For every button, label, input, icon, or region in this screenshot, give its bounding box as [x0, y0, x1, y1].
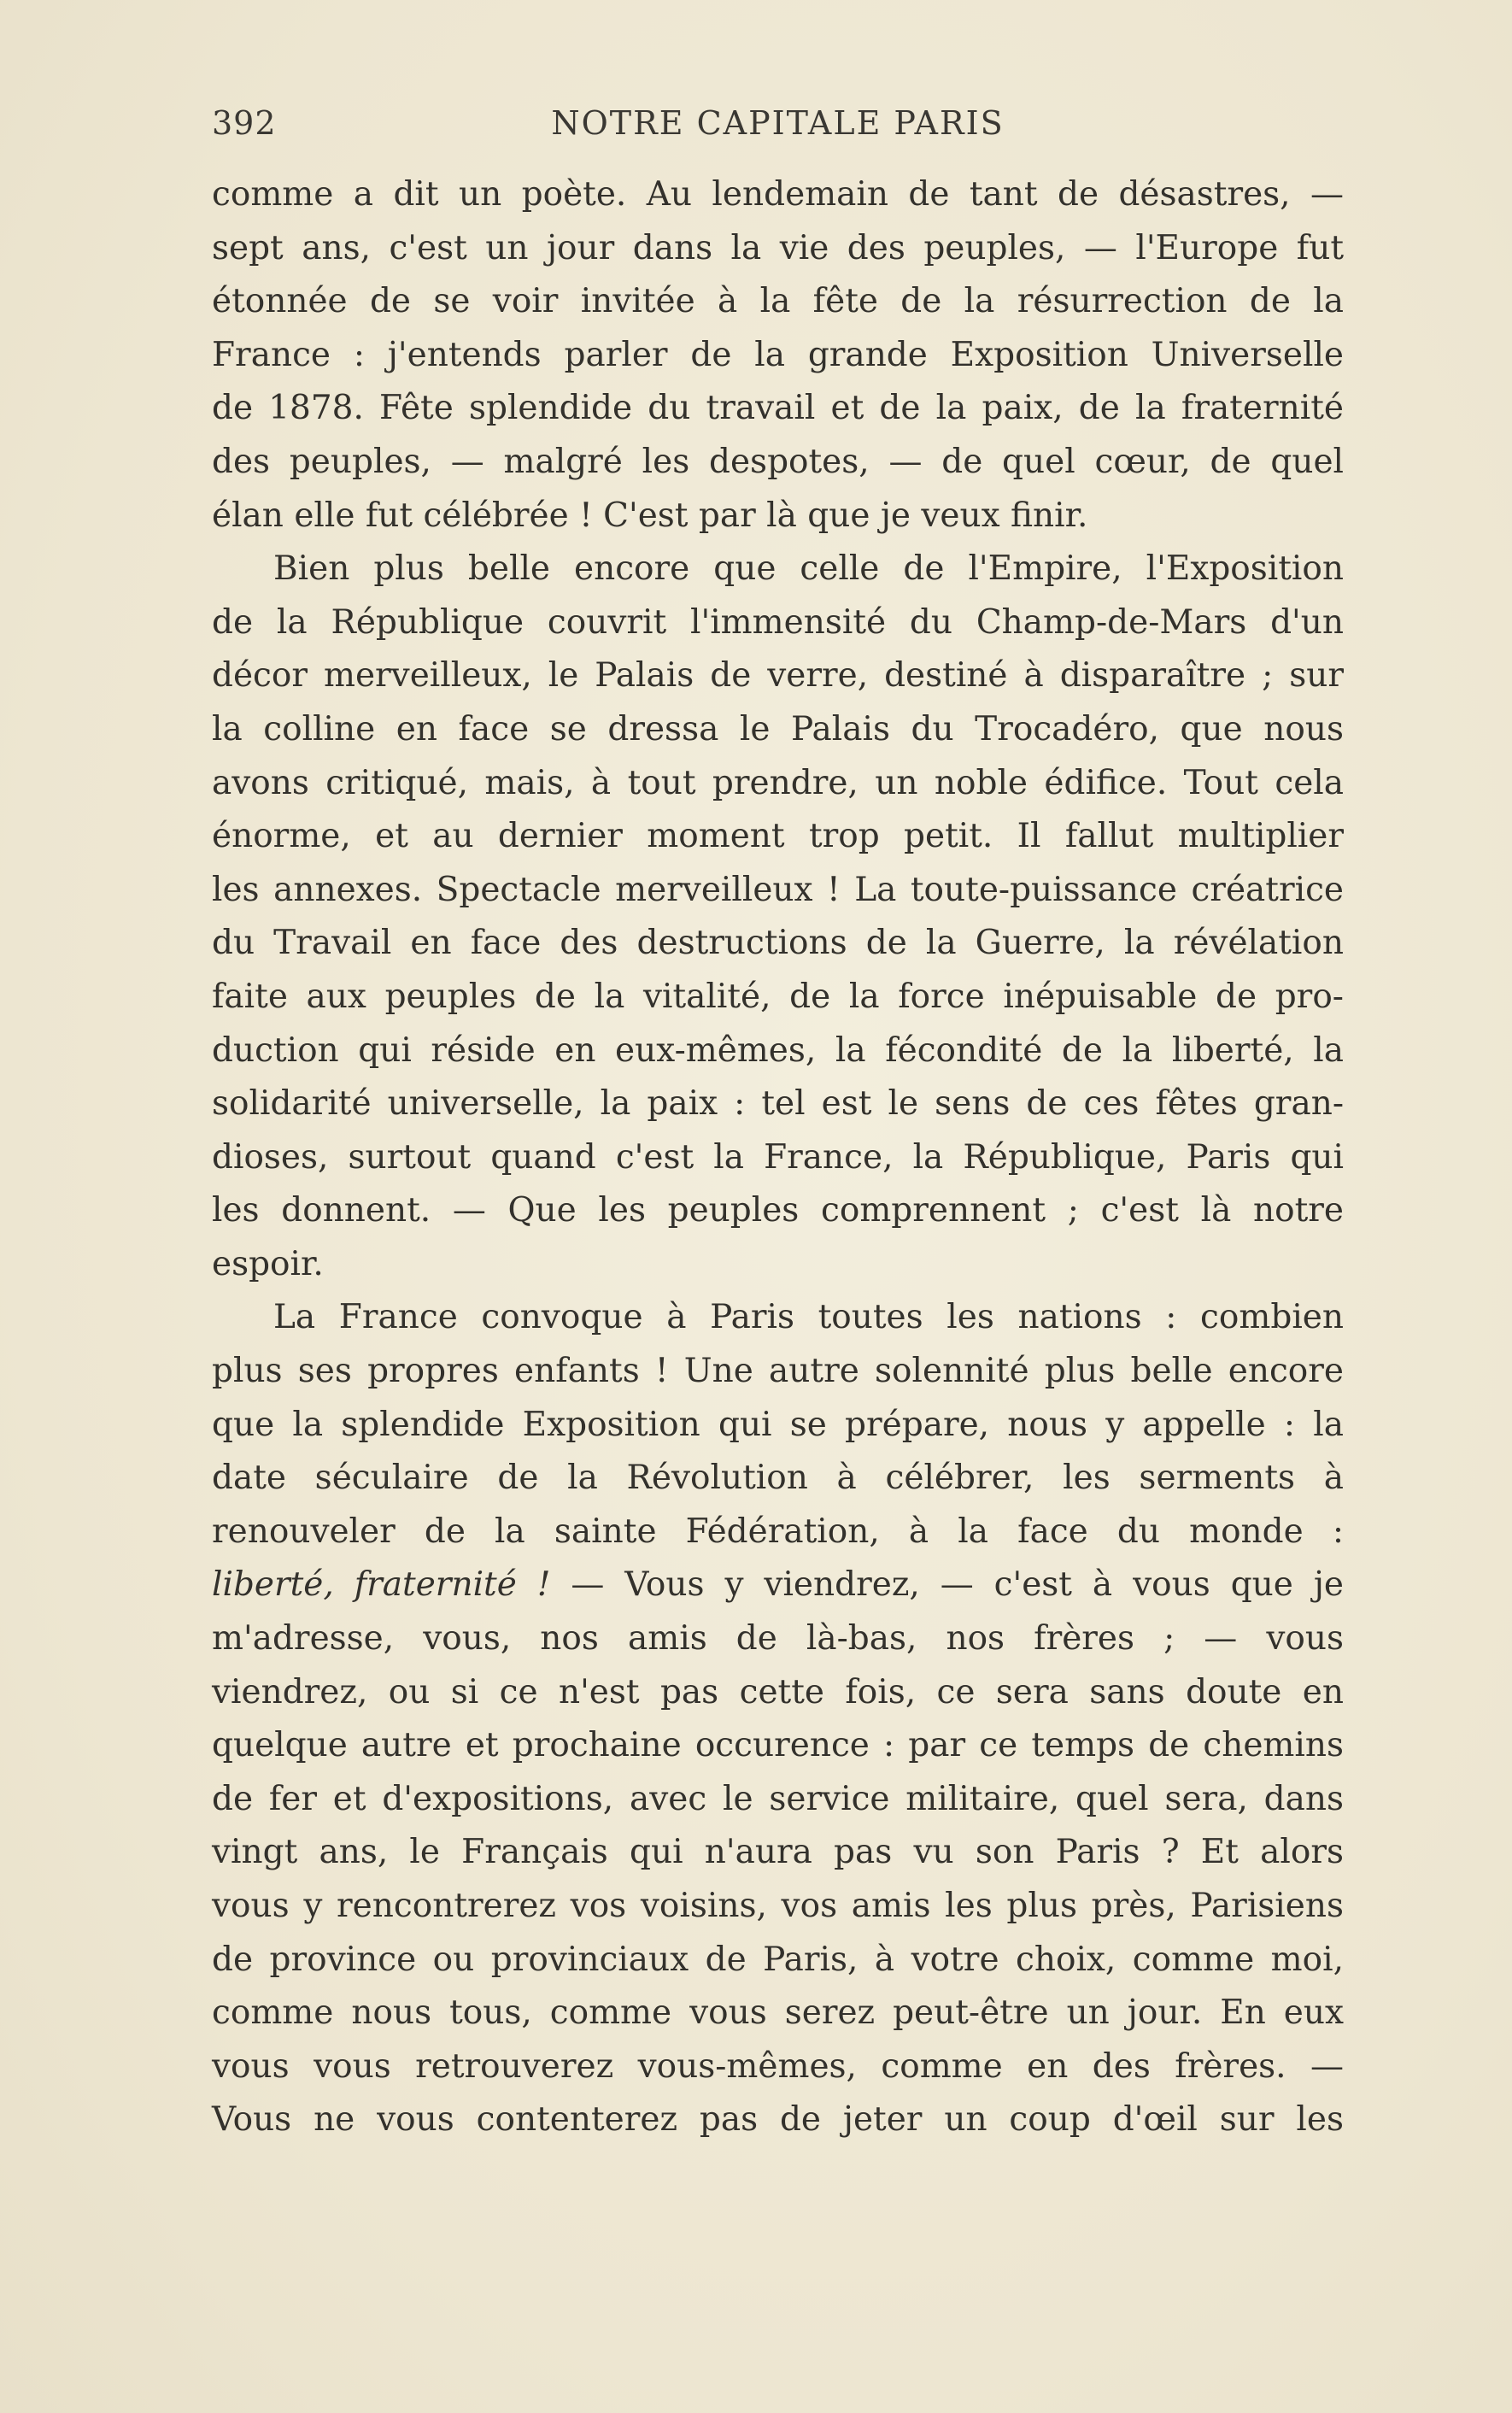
text-line: que la splendide Exposition qui se prépare, nous y appelle : la — [212, 1405, 1344, 1444]
text-line: de province ou provinciaux de Paris, à votre choix, comme moi, — [212, 1940, 1344, 1979]
text-line: vingt ans, le Français qui n'aura pas vu son Paris ? Et alors — [212, 1833, 1344, 1872]
text-line: Vous ne vous contenterez pas de jeter un coup d'œil sur les — [212, 2100, 1344, 2140]
text-line: la colline en face se dressa le Palais du Trocadéro, que nous — [212, 709, 1344, 749]
text-line: les annexes. Spectacle merveilleux ! La toute-puissance créatrice — [212, 870, 1344, 909]
text-line: vous vous retrouverez vous-mêmes, comme en des frères. — — [212, 2046, 1344, 2086]
italic-phrase: liberté, fraternité ! — [212, 1565, 551, 1605]
text-line: viendrez, ou si ce n'est pas cette fois, ce sera sans doute en — [212, 1672, 1344, 1711]
text-line: espoir. — [212, 1244, 324, 1283]
text-line: date séculaire de la Révolution à célébrer, les serments à — [212, 1459, 1344, 1498]
text-line: de 1878. Fête splendide du travail et de la paix, de la fraternité — [212, 389, 1344, 428]
text-line: dioses, surtout quand c'est la France, la République, Paris qui — [212, 1137, 1344, 1177]
page-number: 392 — [212, 104, 277, 142]
text-line: m'adresse, vous, nos amis de là-bas, nos frères ; — vous — [212, 1619, 1344, 1659]
text-line: élan elle fut célébrée ! C'est par là que je veux finir. — [212, 496, 1088, 535]
text-line: les donnent. — Que les peuples comprennent ; c'est là notre — [212, 1191, 1344, 1230]
text-line: de la République couvrit l'immensité du Champ-de-Mars d'un — [212, 602, 1344, 642]
text-line: énorme, et au dernier moment trop petit. Il fallut multiplier — [212, 817, 1344, 856]
text-line: du Travail en face des destructions de la Guerre, la révélation — [212, 924, 1344, 963]
paragraph-start-line: La France convoque à Paris toutes les nations : combien — [273, 1298, 1344, 1337]
text-line: de fer et d'expositions, avec le service militaire, quel sera, dans — [212, 1779, 1344, 1818]
text-line: duction qui réside en eux-mêmes, la fécondité de la liberté, la — [212, 1030, 1344, 1070]
paragraph-start-line: Bien plus belle encore que celle de l'Empire, l'Exposition — [273, 549, 1344, 589]
text-line — [212, 1559, 1344, 1612]
page-header — [212, 104, 1344, 147]
text-line: des peuples, — malgré les despotes, — de quel cœur, de quel — [212, 442, 1344, 481]
text-line: faite aux peuples de la vitalité, de la force inépuisable de pro- — [212, 977, 1344, 1016]
text-line: décor merveilleux, le Palais de verre, destiné à disparaître ; sur — [212, 656, 1344, 696]
text-line: plus ses propres enfants ! Une autre solennité plus belle encore — [212, 1352, 1344, 1391]
text-line: quelque autre et prochaine occurence : par ce temps de chemins — [212, 1726, 1344, 1765]
running-title: NOTRE CAPITALE PARIS — [551, 104, 1005, 142]
body-text — [212, 168, 1344, 2147]
text-line: solidarité universelle, la paix : tel est le sens de ces fêtes gran- — [212, 1084, 1344, 1124]
text-line: avons critiqué, mais, à tout prendre, un noble édifice. Tout cela — [212, 763, 1344, 802]
text-line: étonnée de se voir invitée à la fête de la résurrection de la — [212, 282, 1344, 321]
text-line: renouveler de la sainte Fédération, à la face du monde : — [212, 1512, 1344, 1551]
line-continuation: — Vous y viendrez, — c'est à vous que je — [550, 1565, 1344, 1605]
text-line: France : j'entends parler de la grande Exposition Universelle — [212, 335, 1344, 374]
text-line: sept ans, c'est un jour dans la vie des peuples, — l'Europe fut — [212, 228, 1344, 267]
text-line: comme a dit un poète. Au lendemain de tant de désastres, — — [212, 175, 1344, 214]
text-line: vous y rencontrerez vos voisins, vos amis les plus près, Parisiens — [212, 1887, 1344, 1925]
text-line: comme nous tous, comme vous serez peut-être un jour. En eux — [212, 1993, 1344, 2033]
